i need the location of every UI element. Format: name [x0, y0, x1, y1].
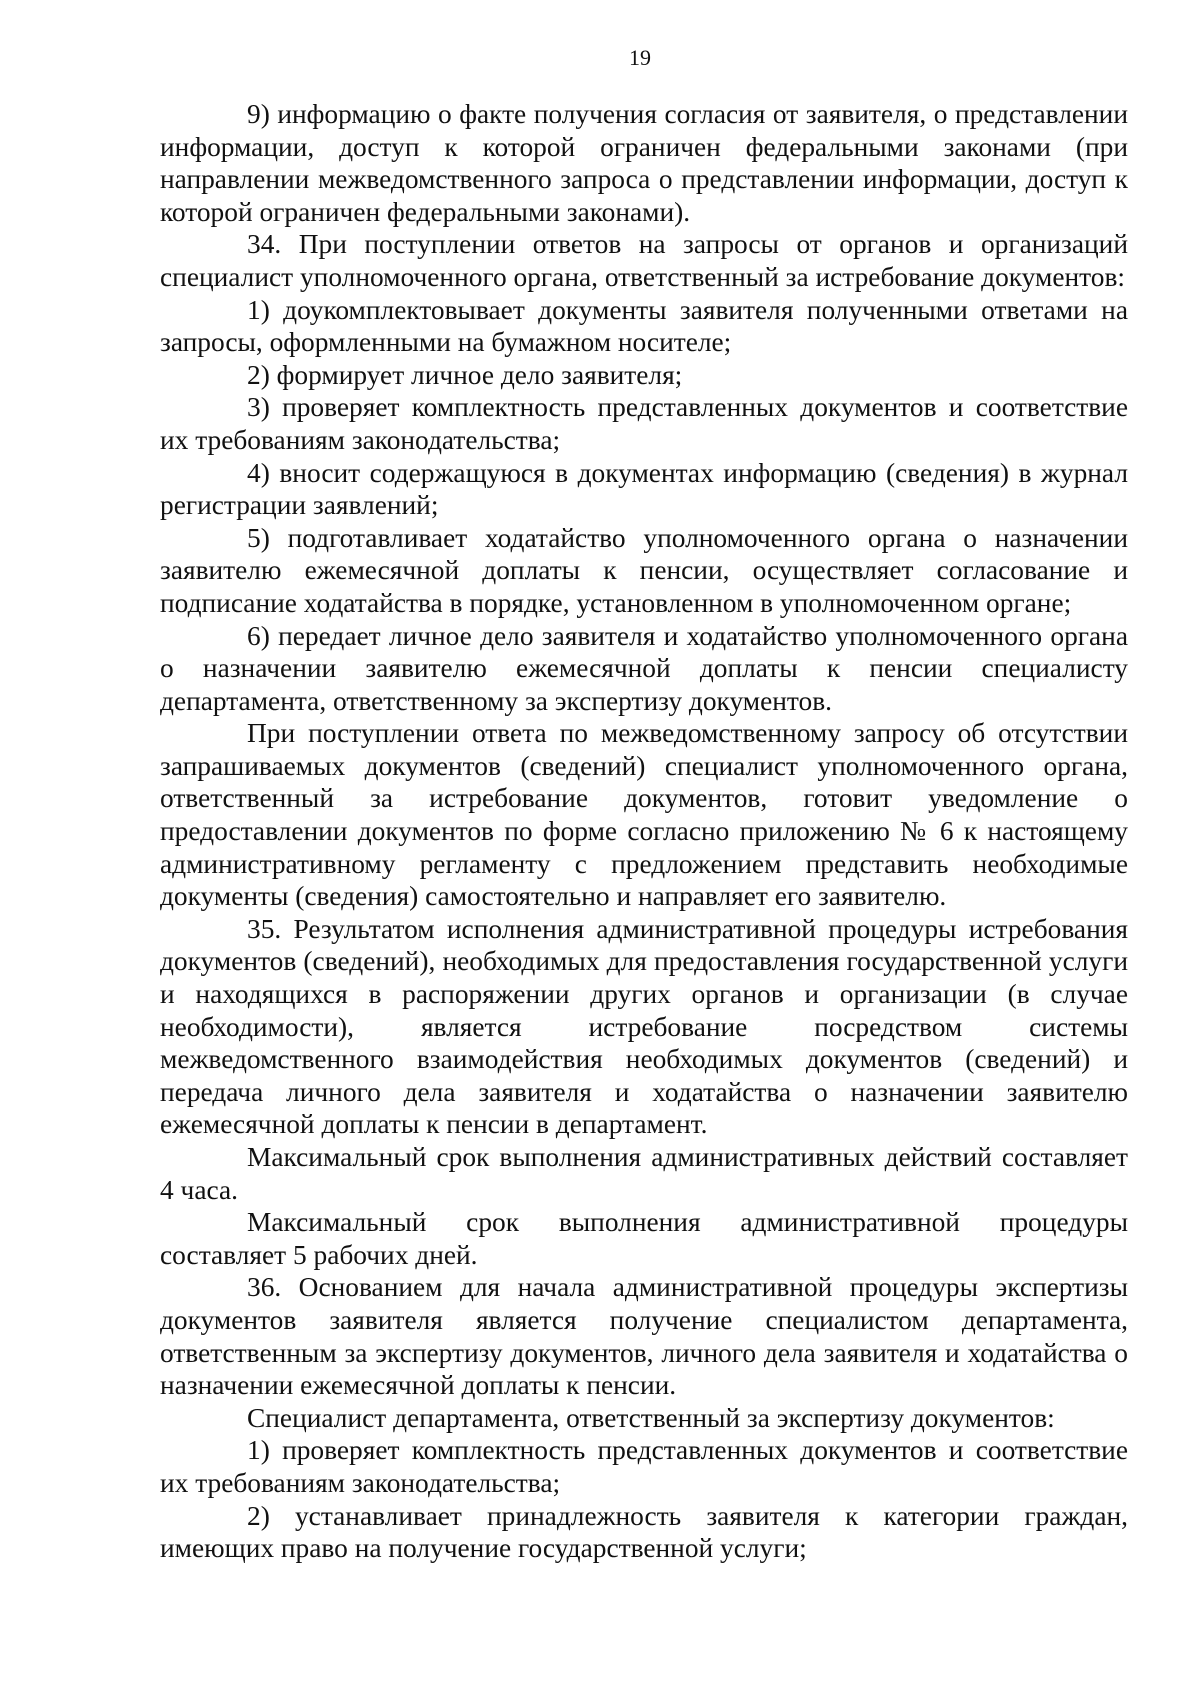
paragraph-section-36: 36. Основанием для начала административной процедуры экспертизы документов заявителя является получение специалистом департамента, ответственным за экспертизу документов, личного дела заявителя и ходатайства о назначении ежемесячной доплаты к пенсии.: [160, 1272, 1128, 1401]
paragraph-interagency-response: При поступлении ответа по межведомственному запросу об отсутствии запрашиваемых документов (сведений) специалист уполномоченного органа, ответственный за истребование документов, готовит уведомление о предоставлении документов по форме согласно приложению № 6 к настоящему административному регламенту с предложением представить необходимые документы (сведения) самостоятельно и направляет его заявителю.: [160, 718, 1128, 912]
paragraph-check-item-1: 1) проверяет комплектность представленных документов и соответствие их требованиям законодательства;: [160, 1435, 1128, 1498]
paragraph-item-6: 6) передает личное дело заявителя и ходатайство уполномоченного органа о назначении заявителю ежемесячной доплаты к пенсии специалисту департамента, ответственному за экспертизу документов.: [160, 620, 1128, 716]
paragraph-item-5: 5) подготавливает ходатайство уполномоченного органа о назначении заявителю ежемесячной доплаты к пенсии, осуществляет согласование и подписание ходатайства в порядке, установленном в уполномоченном органе;: [160, 522, 1128, 618]
paragraph-max-procedure-time: Максимальный срок выполнения административной процедуры составляет 5 рабочих дней.: [160, 1207, 1128, 1270]
document-body: [160, 98, 1128, 1565]
paragraph-item-4: 4) вносит содержащуюся в документах информацию (сведения) в журнал регистрации заявлений;: [160, 457, 1128, 521]
paragraph-item-9: 9) информацию о факте получения согласия от заявителя, о представлении информации, доступ к которой ограничен федеральными законами (при направлении межведомственного запроса о представлении информации, доступ к которой ограничен федеральными законами).: [160, 99, 1128, 227]
paragraph-item-1: 1) доукомплектовывает документы заявителя полученными ответами на запросы, оформленными на бумажном носителе;: [160, 294, 1128, 358]
paragraph-section-35: 35. Результатом исполнения административной процедуры истребования документов (сведений), необходимых для предоставления государственной услуги и находящихся в распоряжении других органов и организации (в случае необходимости), является истребование посредством системы межведомственного взаимодействия необходимых документов (сведений) и передача личного дела заявителя и ходатайства о назначении заявителю ежемесячной доплаты к пенсии в департамент.: [160, 913, 1128, 1140]
paragraph-item-2: 2) формирует личное дело заявителя;: [247, 359, 683, 390]
page-number: 19: [629, 45, 651, 70]
paragraph-max-action-time: Максимальный срок выполнения административных действий составляет 4 часа.: [160, 1142, 1128, 1205]
paragraph-item-3: 3) проверяет комплектность представленных документов и соответствие их требованиям законодательства;: [160, 392, 1128, 455]
paragraph-department-specialist: Специалист департамента, ответственный за экспертизу документов:: [247, 1402, 1055, 1433]
paragraph-check-item-2: 2) устанавливает принадлежность заявителя к категории граждан, имеющих право на получение государственной услуги;: [160, 1500, 1128, 1564]
paragraph-section-34: 34. При поступлении ответов на запросы от органов и организаций специалист уполномоченного органа, ответственный за истребование документов:: [160, 229, 1128, 292]
